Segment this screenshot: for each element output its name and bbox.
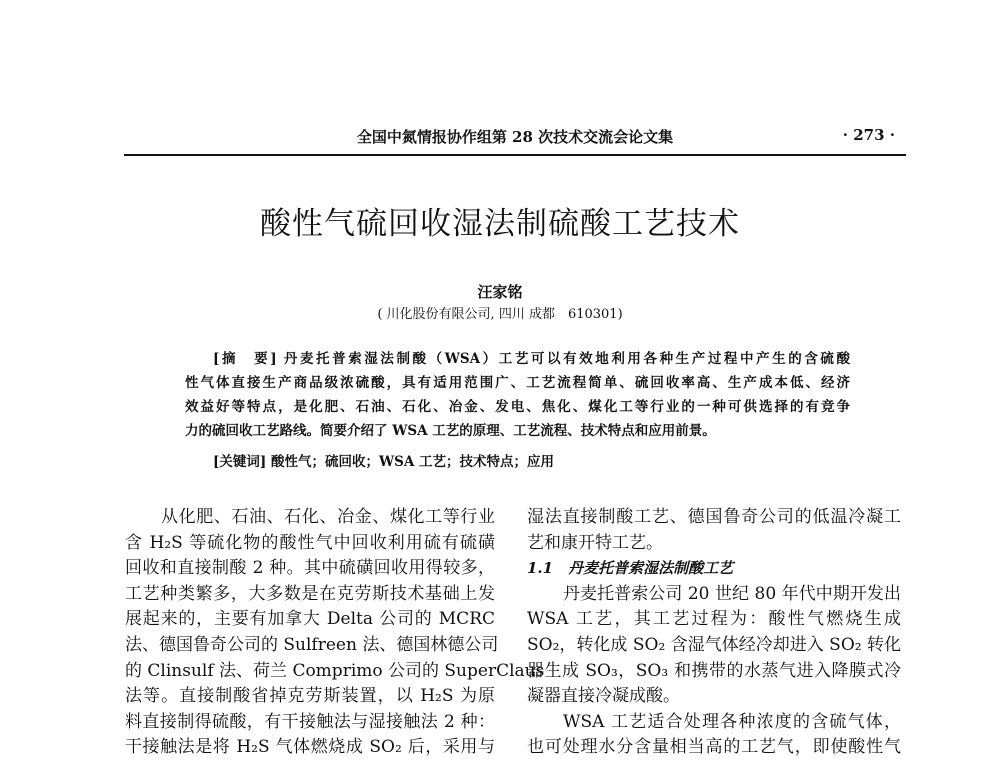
- text-line: 效益好等特点，是化肥、石油、石化、冶金、发电、焦化、煤化工等行业的一种可供选择的有竞争: [185, 399, 850, 415]
- paper-title: 酸性气硫回收湿法制硫酸工艺技术: [260, 206, 740, 242]
- journal-title: 全国中氮情报协作组第 28 次技术交流会论文集: [356, 128, 674, 146]
- header-rule: [124, 154, 906, 156]
- text-line: 湿法直接制酸工艺、德国鲁奇公司的低温冷凝工: [527, 507, 901, 527]
- text-line: WSA 工艺适合处理各种浓度的含硫气体，: [563, 711, 901, 732]
- text-line: 法等。直接制酸省掉克劳斯装置，以 H₂S 为原: [125, 686, 495, 707]
- text-line: 从化肥、石油、石化、冶金、煤化工等行业: [161, 507, 495, 527]
- text-line: 干接触法是将 H₂S 气体燃烧成 SO₂ 后，采用与: [125, 737, 495, 758]
- body-right-column: [527, 505, 901, 761]
- keywords: [关键词] 酸性气；硫回收；WSA 工艺；技术特点；应用: [213, 454, 555, 470]
- text-line: [摘 要] 丹麦托普索湿法制酸（WSA）工艺可以有效地利用各种生产过程中产生的含硫酸: [213, 351, 850, 367]
- text-line: WSA 工艺，其工艺过程为：酸性气燃烧生成: [527, 609, 901, 630]
- text-line: 的 Clinsulf 法、荷兰 Comprimo 公司的 SuperClaus: [125, 660, 545, 681]
- text-line: 凝器直接冷凝成酸。: [527, 686, 680, 707]
- text-line: 法、德国鲁奇公司的 Sulfreen 法、德国林德公司: [125, 634, 499, 655]
- text-line: 艺和康开特工艺。: [527, 532, 663, 553]
- text-line: 器生成 SO₃，SO₃ 和携带的水蒸气进入降膜式冷: [527, 660, 901, 681]
- text-line: 力的硫回收工艺路线。简要介绍了 WSA 工艺的原理、工艺流程、技术特点和应用前景。: [185, 423, 716, 439]
- section-heading: 1.1 丹麦托普索湿法制酸工艺: [527, 559, 734, 578]
- affiliation: ( 川化股份有限公司, 四川 成都 610301): [377, 307, 623, 322]
- page-number: · 273 ·: [842, 126, 895, 144]
- text-line: 也可处理水分含量相当高的工艺气，即使酸性气: [527, 737, 901, 758]
- body-left-column: [125, 505, 545, 761]
- text-line: 性气体直接生产商品级浓硫酸，具有适用范围广、工艺流程简单、硫回收率高、生产成本低、经济: [185, 375, 850, 391]
- text-line: 丹麦托普索公司 20 世纪 80 年代中期开发出: [563, 583, 901, 604]
- text-line: 工艺种类繁多，大多数是在克劳斯技术基础上发: [125, 583, 495, 604]
- text-line: 料直接制得硫酸，有干接触法与湿接触法 2 种：: [125, 711, 495, 732]
- running-header: [125, 126, 905, 148]
- abstract: [185, 347, 850, 443]
- text-line: SO₂，转化成 SO₂ 含湿气体经冷却进入 SO₂ 转化: [527, 634, 901, 655]
- author: 汪家铭: [477, 283, 523, 301]
- text-line: 展起来的，主要有加拿大 Delta 公司的 MCRC: [125, 609, 495, 630]
- text-line: 含 H₂S 等硫化物的酸性气中回收利用硫有硫磺: [125, 532, 495, 553]
- text-line: 回收和直接制酸 2 种。其中硫磺回收用得较多，: [125, 558, 495, 579]
